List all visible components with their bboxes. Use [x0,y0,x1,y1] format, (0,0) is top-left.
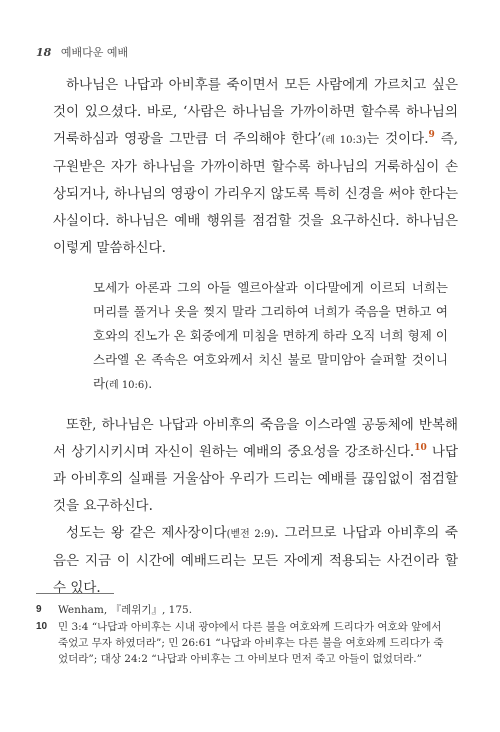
body-text [53,72,458,602]
footnote-10 [36,619,446,667]
book-title: 예배다운 예배 [60,46,129,59]
paragraph-3-text-a: 성도는 왕 같은 제사장이다 [66,525,227,541]
paragraph-3-text-b: . 그러므로 나답과 아비후의 죽음은 지금 이 시간에 예배드리는 모든 자에게 적용되는 사건이라 할 수 있다. [53,525,458,596]
footnote-marker-10[interactable]: 10 [414,443,427,453]
scripture-reference: (레 10:3) [321,135,367,146]
paragraph-2 [53,412,458,520]
footnote-divider [36,593,114,594]
paragraph-1-text-c: 즉, 구원받은 자가 하나님을 가까이하면 할수록 하나님의 거룩하심이 손상되거나, 하나님의 영광이 가리우지 않도록 특히 신경을 써야 한다는 사실이다. 하나님은 예배 행위를 점검할 것을 요구하신다. 하나님은 이렇게 말씀하신다. [53,131,458,256]
running-header [36,44,128,60]
paragraph-2-text-b: 나답과 아비후의 실패를 거울삼아 우리가 드리는 예배를 끊임없이 점검할 것을 요구하신다. [53,444,458,514]
paragraph-3-reference: (벧전 2:9) [226,529,275,540]
paragraph-1 [53,72,458,262]
footnote-number: 10 [36,621,48,632]
paragraph-3 [53,520,458,602]
page-number: 18 [36,46,52,59]
block-quote-text: 모세가 아론과 그의 아들 엘르아살과 이다말에게 이르되 너희는 머리를 풀거나 옷을 찢지 말라 그리하여 너희가 죽음을 면하고 여호와의 진노가 온 회중에게 미침을 면하게 하라 오직 너희 형제 이스라엘 온 족속은 여호와께서 치신 불로 말미암아 슬퍼할 것이니라 [93,280,448,391]
paragraph-1-text-b: 는 것이다. [366,131,429,147]
paragraph-2-text-a: 또한, 하나님은 나답과 아비후의 죽음을 이스라엘 공동체에 반복해서 상기시키시며 자신이 원하는 예배의 중요성을 강조하신다. [53,417,458,460]
block-quote-reference: (레 10:6) [105,380,149,391]
footnote-9 [36,602,446,618]
footnote-text: Wenham, 『레위기』, 175. [58,604,193,616]
paragraph-1-text-a: 하나님은 나답과 아비후를 죽이면서 모든 사람에게 가르치고 싶은 것이 있으셨다. 바로, ‘사람은 하나님을 가까이하면 할수록 하나님의 거룩하심과 영광을 그만큼 더 주의해야 한다’ [53,77,458,147]
footnote-marker-9[interactable]: 9 [428,130,435,140]
footnotes [36,602,446,668]
footnote-text: 민 3:4 “나답과 아비후는 시내 광야에서 다른 불을 여호와께 드리다가 여호와 앞에서 죽었고 무자 하였더라”; 민 26:61 “나답과 아비후는 다른 불을 여호와께 드리다가 죽었더라”; 대상 24:2 “나답과 아비후는 그 아비보다 먼저 죽고 아들이 없었더라.” [58,621,444,665]
footnote-number: 9 [36,604,42,615]
block-quote-end: . [148,376,153,391]
block-quote [93,276,448,398]
